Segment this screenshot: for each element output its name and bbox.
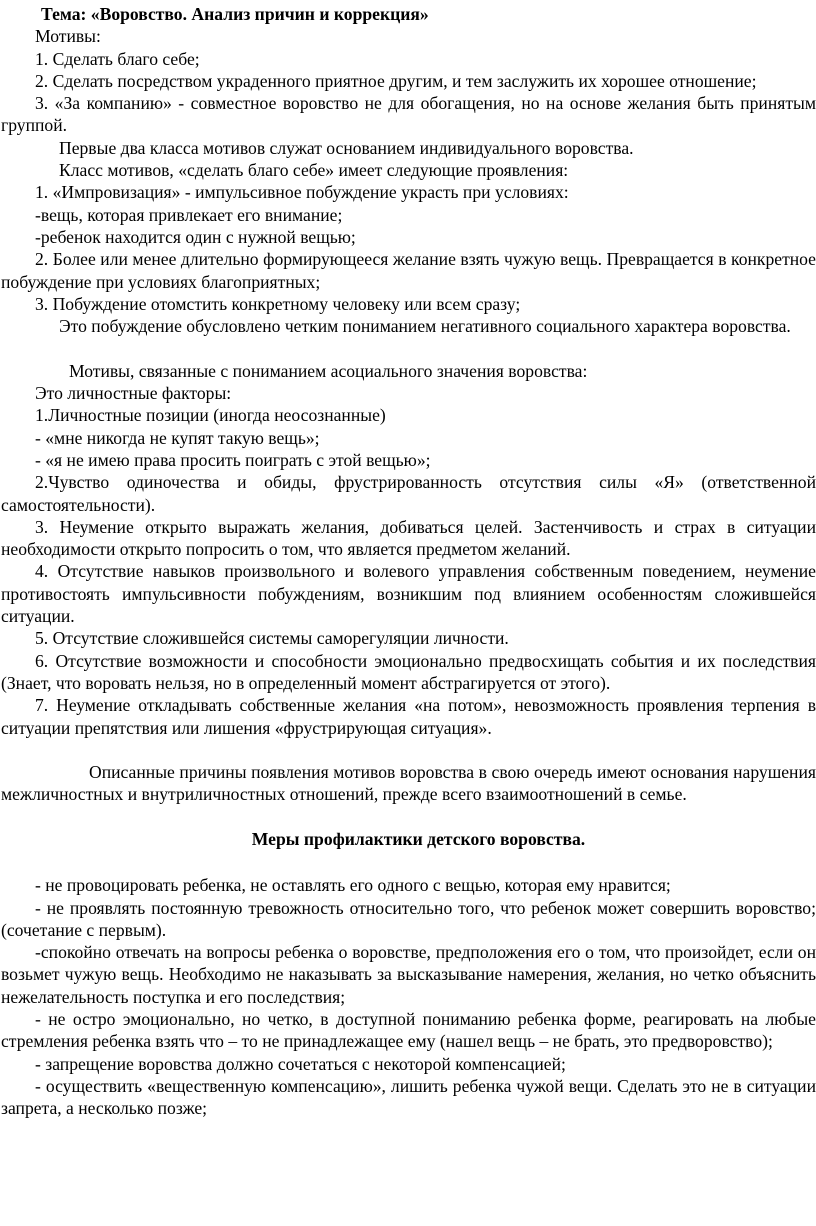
factor-item: 5. Отсутствие сложившейся системы саморегуляции личности. (35, 628, 509, 649)
prevention-item: - осуществить «вещественную компенсацию», лишить ребенка чужой вещи. Сделать это не в ситуации запрета, а несколько позже; (1, 1075, 816, 1119)
spacer (0, 806, 816, 828)
spacer (0, 337, 816, 359)
personal-factors-heading: Это личностные факторы: (35, 383, 232, 404)
spacer (0, 739, 816, 761)
factor-item: 4. Отсутствие навыков произвольного и волевого управления собственным поведением, неумение противостоять импульсивности побуждениям, возникшим под влиянием особенностям сложившейся ситуации. (1, 561, 816, 627)
asocial-heading: Мотивы, связанные с пониманием асоциального значения воровства: (69, 360, 588, 381)
negative-paragraph: Это побуждение обусловлено четким пониманием негативного социального характера воровства. (59, 316, 791, 337)
factor-item: 1.Личностные позиции (иногда неосознанные) (35, 405, 386, 426)
condition-item: -ребенок находится один с нужной вещью; (35, 226, 356, 247)
causes-paragraph: Описанные причины появления мотивов воровства в свою очередь имеют основания нарушения межличностных и внутриличностных отношений, прежде всего взаимоотношений в семье. (1, 762, 816, 805)
factor-item: 6. Отсутствие возможности и способности эмоционально предвосхищать события и их последствия (Знает, что воровать нельзя, но в определенный момент абстрагируется от этого). (1, 650, 816, 693)
prevention-item: - запрещение воровства должно сочетаться с некоторой компенсацией; (35, 1053, 566, 1074)
spacer (0, 850, 816, 874)
prevention-item: -спокойно отвечать на вопросы ребенка о воровстве, предположения его о том, что произойдет, если он возьмет чужую вещь. Необходимо не наказывать за высказывание намерения, желания, но четко объяснить нежелательность поступка и его последствия; (1, 942, 816, 1007)
factor-item: 7. Неумение откладывать собственные желания «на потом», невозможность проявления терпения в ситуации препятствия или лишения «фрустрирующая ситуация». (1, 695, 816, 738)
factor-item: 2.Чувство одиночества и обиды, фрустрированность отсутствия силы «Я» (ответственной самостоятельности). (1, 472, 816, 515)
factor-item: 3. Неумение открыто выражать желания, добиваться целей. Застенчивость и страх в ситуации необходимости открыто попросить о том, что является предметом желаний. (1, 516, 816, 560)
prevention-heading: Меры профилактики детского воровства. (251, 828, 586, 849)
motive-item: 3. «За компанию» - совместное воровство не для обогащения, но на основе желания быть принятым группой. (1, 93, 816, 136)
improvisation-item: 1. «Импровизация» - импульсивное побуждение украсть при условиях: (35, 182, 569, 203)
class-paragraph: Класс мотивов, «сделать благо себе» имеет следующие проявления: (59, 160, 569, 181)
motives-heading: Мотивы: (35, 26, 101, 47)
prevention-item: - не провоцировать ребенка, не оставлять его одного с вещью, которая ему нравится; (35, 875, 671, 896)
prevention-item: - не остро эмоционально, но четко, в доступной пониманию ребенка форме, реагировать на любые стремления ребенка взять что – то не принадлежащее ему (нашел вещь – не брать, это предворовство); (1, 1009, 816, 1052)
motive-item: 2. Сделать посредством украденного приятное другим, и тем заслужить их хорошее отношение; (35, 70, 757, 91)
manifestation-item-2: 2. Более или менее длительно формирующееся желание взять чужую вещь. Превращается в конкретное побуждение при условиях благоприятных; (1, 249, 816, 292)
condition-item: -вещь, которая привлекает его внимание; (35, 204, 343, 225)
prevention-item: - не проявлять постоянную тревожность относительно того, что ребенок может совершить воровство; (сочетание с первым). (1, 897, 816, 940)
manifestation-item-3: 3. Побуждение отомстить конкретному человеку или всем сразу; (35, 293, 521, 314)
individual-paragraph: Первые два класса мотивов служат основанием индивидуального воровства. (59, 137, 634, 158)
factor-item: - «я не имею права просить поиграть с этой вещью»; (35, 449, 431, 470)
document-title: Тема: «Воровство. Анализ причин и коррекция» (41, 4, 429, 24)
motive-item: 1. Сделать благо себе; (35, 48, 200, 69)
factor-item: - «мне никогда не купят такую вещь»; (35, 427, 320, 448)
